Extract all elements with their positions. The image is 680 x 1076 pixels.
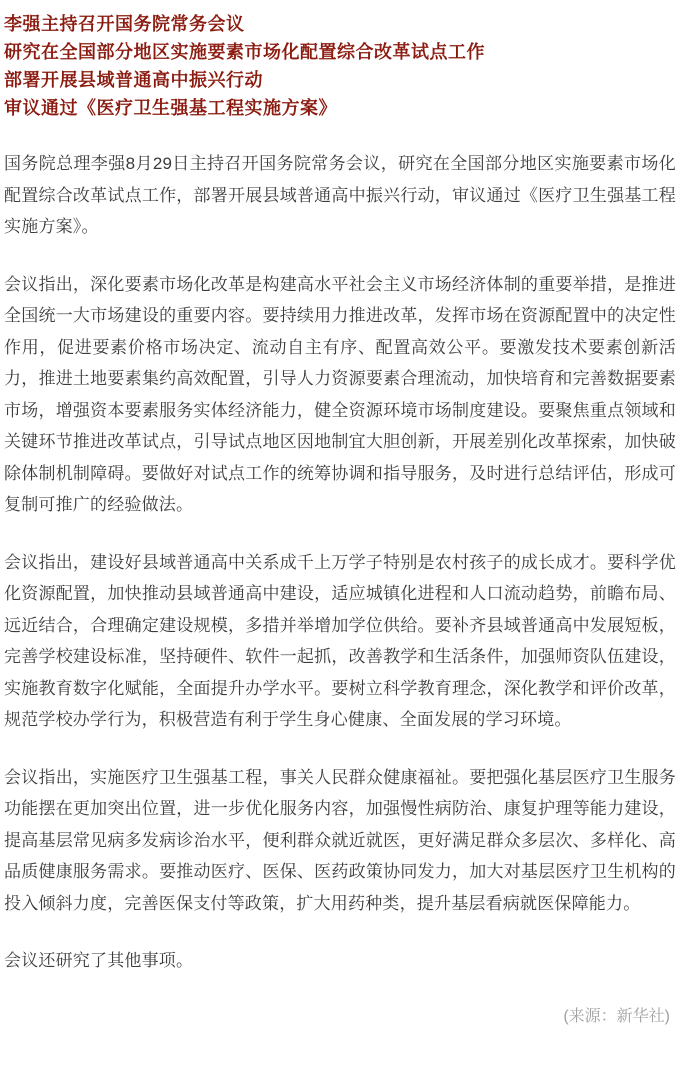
- article-paragraph-county-highschool: 会议指出，建设好县域普通高中关系成千上万学子特别是农村孩子的成长成才。要科学优化资源配置，加快推动县域普通高中建设，适应城镇化进程和人口流动趋势，前瞻布局、远近结合，合理确定建设规模，多措并举增加学位供给。要补齐县域普通高中发展短板，完善学校建设标准，坚持硬件、软件一起抓，改善教学和生活条件，加强师资队伍建设，实施教育数字化赋能，全面提升办学水平。要树立科学教育理念，深化教学和评价改革，规范学校办学行为，积极营造有利于学生身心健康、全面发展的学习环境。: [4, 552, 676, 729]
- article-paragraph-lead: 国务院总理李强8月29日主持召开国务院常务会议，研究在全国部分地区实施要素市场化配置综合改革试点工作，部署开展县域普通高中振兴行动，审议通过《医疗卫生强基工程实施方案》。: [4, 154, 676, 236]
- headline-line-3: 部署开展县域普通高中振兴行动: [4, 70, 263, 90]
- article-paragraph-medical-program: 会议指出，实施医疗卫生强基工程，事关人民群众健康福祉。要把强化基层医疗卫生服务功能摆在更加突出位置，进一步优化服务内容，加强慢性病防治、康复护理等能力建设，提高基层常见病多发病诊治水平，便利群众就近就医，更好满足群众多层次、多样化、高品质健康服务需求。要推动医疗、医保、医药政策协同发力，加大对基层医疗卫生机构的投入倾斜力度，完善医保支付等政策，扩大用药种类，提升基层看病就医保障能力。: [4, 767, 676, 913]
- headline-line-1: 李强主持召开国务院常务会议: [4, 14, 245, 34]
- headline-line-2: 研究在全国部分地区实施要素市场化配置综合改革试点工作: [4, 42, 485, 62]
- source-attribution: (来源：新华社): [563, 1007, 670, 1025]
- article-paragraph-other-matters: 会议还研究了其他事项。: [4, 951, 194, 970]
- headline-line-4: 审议通过《医疗卫生强基工程实施方案》: [4, 98, 337, 118]
- article-headline: [4, 10, 676, 122]
- article-paragraph-factor-reform: 会议指出，深化要素市场化改革是构建高水平社会主义市场经济体制的重要举措，是推进全国统一大市场建设的重要内容。要持续用力推进改革，发挥市场在资源配置中的决定性作用，促进要素价格市场决定、流动自主有序、配置高效公平。要激发技术要素创新活力，推进土地要素集约高效配置，引导人力资源要素合理流动，加快培育和完善数据要素市场，增强资本要素服务实体经济能力，健全资源环境市场制度建设。要聚焦重点领域和关键环节推进改革试点，引导试点地区因地制宜大胆创新，开展差别化改革探索，加快破除体制机制障碍。要做好对试点工作的统筹协调和指导服务，及时进行总结评估，形成可复制可推广的经验做法。: [4, 274, 676, 514]
